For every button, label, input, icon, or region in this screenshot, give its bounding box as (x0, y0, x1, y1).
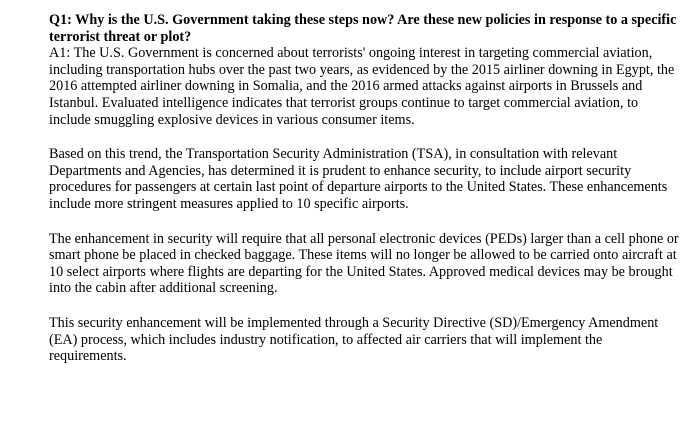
body-paragraph-implementation: This security enhancement will be implemented through a Security Directive (SD)/Emergency Amendment (EA) process, which includes industry notification, to affected air carriers that will implement the requirements. (49, 314, 659, 365)
body-paragraph-enhancement: The enhancement in security will require that all personal electronic devices (PEDs) larger than a cell phone or smart phone be placed in checked baggage. These items will no longer be allowed to be carried onto aircraft at 10 select airports where flights are departing for the United States. Approved medical devices may be brought into the cabin after additional screening. (49, 230, 679, 297)
question-heading: Q1: Why is the U.S. Government taking these steps now? Are these new policies in response to a specific terrorist threat or plot? (49, 12, 677, 45)
body-paragraph-trend: Based on this trend, the Transportation Security Administration (TSA), in consultation with relevant Departments and Agencies, has determined it is prudent to enhance security, to include airport security procedures for passengers at certain last point of departure airports to the United States. These enhancements include more stringent measures applied to 10 specific airports. (49, 146, 668, 212)
document-body (49, 12, 679, 365)
answer-intro-paragraph: A1: The U.S. Government is concerned about terrorists' ongoing interest in targeting commercial aviation, including transportation hubs over the past two years, as evidenced by the 2015 airliner downing in Egypt, the 2016 attempted airliner downing in Somalia, and the 2016 armed attacks against airports in Brussels and Istanbul. Evaluated intelligence indicates that terrorist groups continue to target commercial aviation, to include smuggling explosive devices in various consumer items. (49, 45, 675, 128)
